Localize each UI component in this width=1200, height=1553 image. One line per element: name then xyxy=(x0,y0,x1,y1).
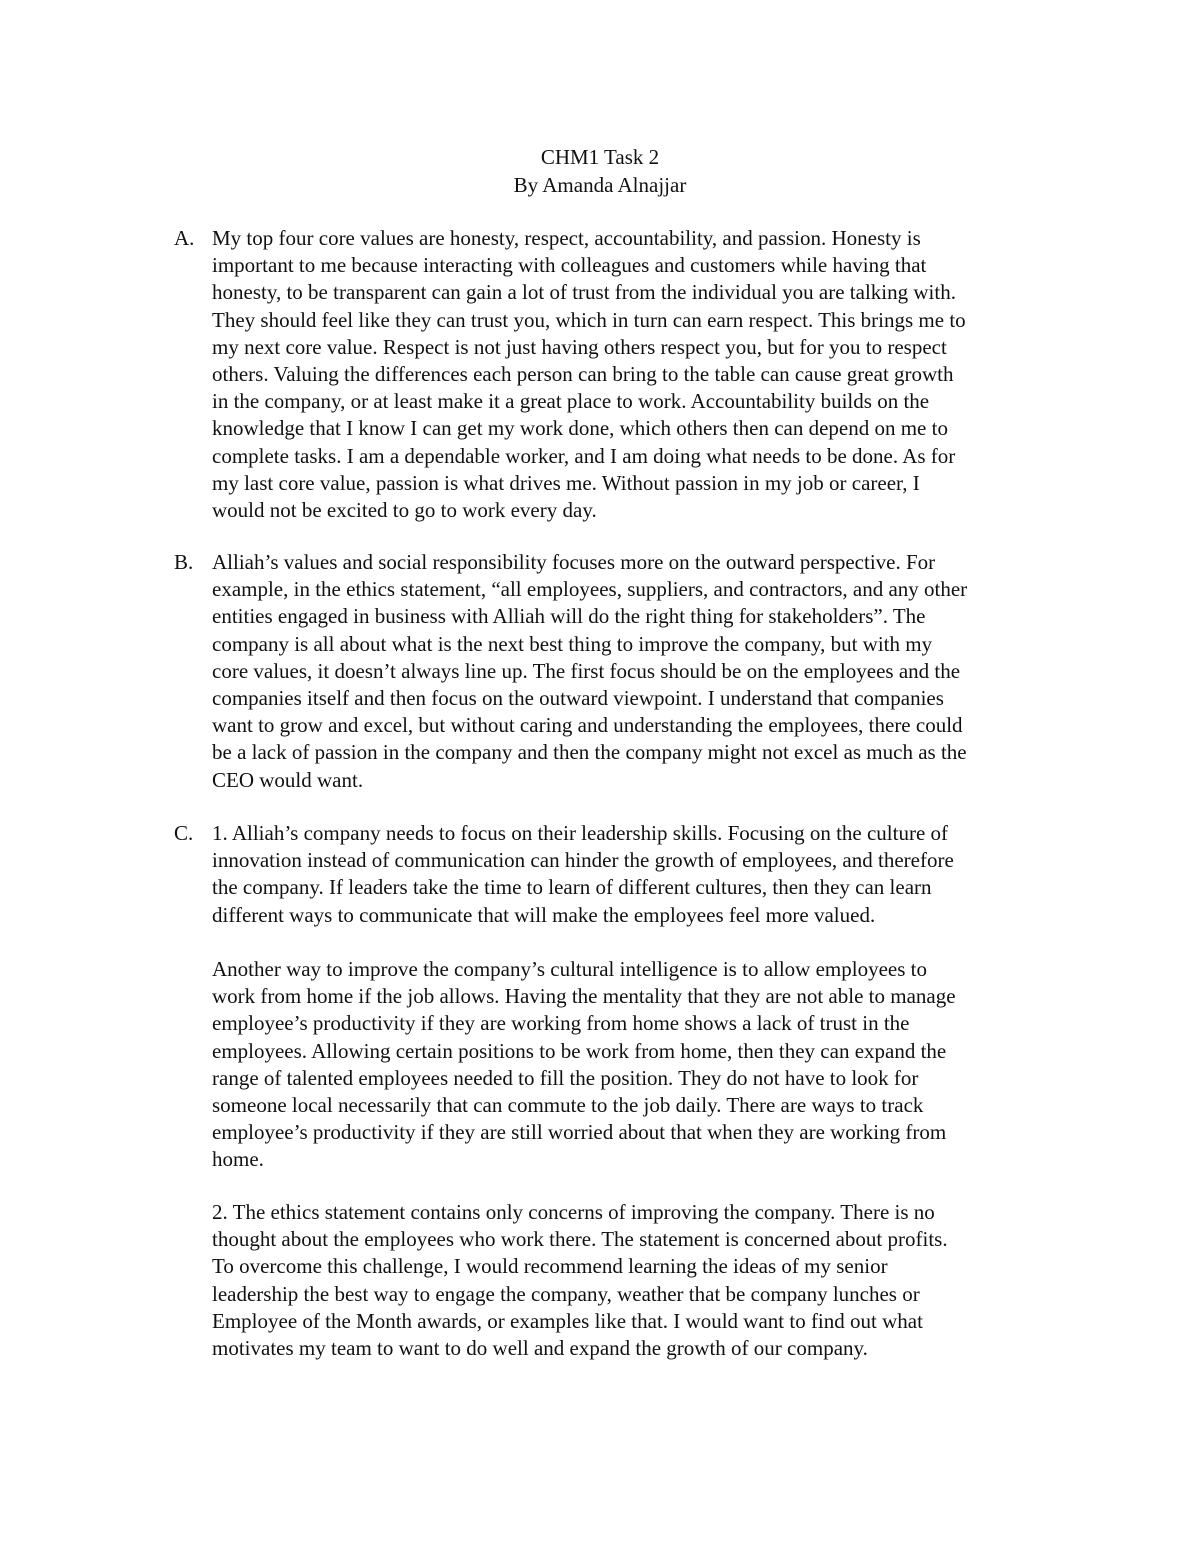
text-line: entities engaged in business with Alliah will do the right thing for stakeholders”. The xyxy=(212,604,926,629)
text-line: someone local necessarily that can commute to the job daily. There are ways to track xyxy=(212,1093,924,1118)
text-line: To overcome this challenge, I would recommend learning the ideas of my senior xyxy=(212,1254,888,1279)
section-c-paragraph-2 xyxy=(212,956,956,1174)
section-a-body xyxy=(212,225,966,524)
text-line: employees. Allowing certain positions to be work from home, then they can expand the xyxy=(212,1038,947,1063)
text-line: 1. Alliah’s company needs to focus on their leadership skills. Focusing on the culture of xyxy=(212,821,949,845)
text-line: Another way to improve the company’s cultural intelligence is to allow employees to xyxy=(212,957,927,981)
title-block xyxy=(0,143,1200,199)
document-author: By Amanda Alnajjar xyxy=(513,173,687,197)
text-line: employee’s productivity if they are still worried about that when they are working from xyxy=(212,1120,947,1145)
text-line: complete tasks. I am a dependable worker, and I am doing what needs to be done. As for xyxy=(212,443,956,468)
text-line: my next core value. Respect is not just having others respect you, but for you to respect xyxy=(212,334,947,359)
text-line: employee’s productivity if they are working from home shows a lack of trust in the xyxy=(212,1011,910,1036)
text-line: range of talented employees needed to fill the position. They do not have to look for xyxy=(212,1065,919,1090)
section-c-marker: C. xyxy=(174,821,194,845)
text-line: in the company, or at least make it a great place to work. Accountability builds on the xyxy=(212,389,930,414)
text-line: my last core value, passion is what drives me. Without passion in my job or career, I xyxy=(212,470,920,495)
text-line: innovation instead of communication can hinder the growth of employees, and therefore xyxy=(212,848,954,873)
text-line: motivates my team to want to do well and expand the growth of our company. xyxy=(212,1336,868,1361)
text-line: be a lack of passion in the company and then the company might not excel as much as the xyxy=(212,740,967,765)
text-line: work from home if the job allows. Having the mentality that they are not able to manage xyxy=(212,984,956,1009)
section-c-paragraph-3 xyxy=(212,1199,948,1362)
text-line: 2. The ethics statement contains only concerns of improving the company. There is no xyxy=(212,1200,935,1224)
section-a-marker: A. xyxy=(174,226,195,250)
section-c-paragraph-1 xyxy=(212,820,954,929)
text-line: company is all about what is the next best thing to improve the company, but with my xyxy=(212,631,933,656)
text-line: would not be excited to go to work every day. xyxy=(212,498,597,523)
section-b-marker: B. xyxy=(174,550,194,574)
text-line: They should feel like they can trust you, which in turn can earn respect. This brings me to xyxy=(212,307,966,332)
text-line: Alliah’s values and social responsibility focuses more on the outward perspective. For xyxy=(212,550,936,574)
text-line: others. Valuing the differences each person can bring to the table can cause great growth xyxy=(212,362,954,387)
text-line: leadership the best way to engage the company, weather that be company lunches or xyxy=(212,1281,920,1306)
text-line: Employee of the Month awards, or examples like that. I would want to find out what xyxy=(212,1308,923,1333)
text-line: different ways to communicate that will make the employees feel more valued. xyxy=(212,902,876,927)
text-line: important to me because interacting with colleagues and customers while having that xyxy=(212,253,927,278)
document-title: CHM1 Task 2 xyxy=(540,145,660,169)
text-line: example, in the ethics statement, “all employees, suppliers, and contractors, and any other xyxy=(212,577,968,602)
text-line: My top four core values are honesty, respect, accountability, and passion. Honesty is xyxy=(212,226,921,250)
text-line: honesty, to be transparent can gain a lot of trust from the individual you are talking with. xyxy=(212,280,956,305)
text-line: CEO would want. xyxy=(212,767,364,792)
text-line: thought about the employees who work there. The statement is concerned about profits. xyxy=(212,1227,948,1252)
text-line: home. xyxy=(212,1147,264,1172)
section-c-body xyxy=(212,820,954,929)
text-line: knowledge that I know I can get my work done, which others then can depend on me to xyxy=(212,416,948,441)
section-b-body xyxy=(212,549,967,794)
text-line: core values, it doesn’t always line up. The first focus should be on the employees and the xyxy=(212,658,961,683)
text-line: companies itself and then focus on the outward viewpoint. I understand that companies xyxy=(212,686,944,711)
text-line: the company. If leaders take the time to learn of different cultures, then they can learn xyxy=(212,875,932,900)
text-line: want to grow and excel, but without caring and understanding the employees, there could xyxy=(212,713,963,738)
